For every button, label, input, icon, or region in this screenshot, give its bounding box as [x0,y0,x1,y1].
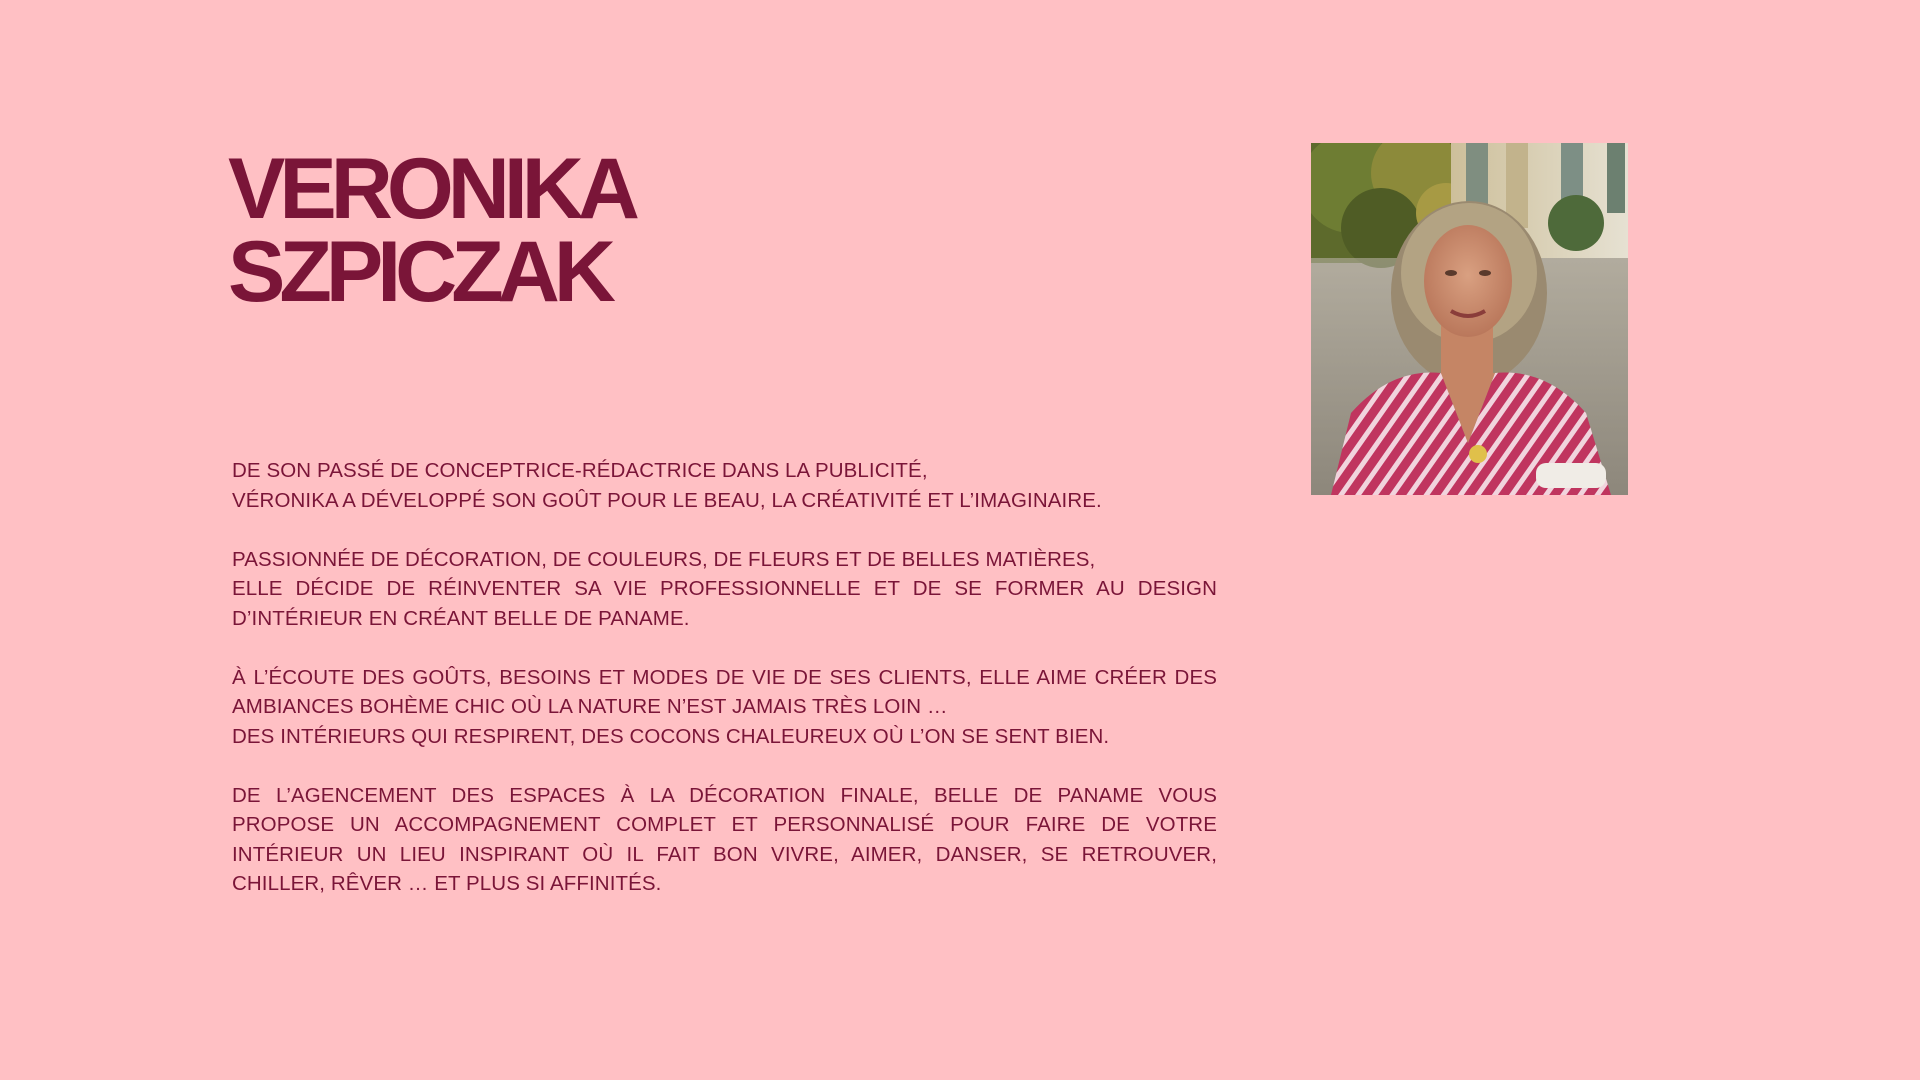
bio-line: DES INTÉRIEURS QUI RESPIRENT, DES COCONS CHALEUREUX OÙ L’ON SE SENT BIEN. [232,724,1110,748]
page-title [228,141,634,320]
bio-paragraph [232,781,1217,899]
bio-paragraph [232,545,1217,634]
bio-text [232,456,1217,899]
title-last-name: SZPICZAK [228,224,610,320]
title-first-name: VERONIKA [228,141,634,237]
bio-paragraph [232,456,1217,515]
bio-line: À L’ÉCOUTE DES GOÛTS, BESOINS ET MODES DE VIE DE SES CLIENTS, ELLE AIME CRÉER DES AMBIANCES BOHÈME CHIC OÙ LA NATURE N’EST JAMAIS TRÈS LOIN … [232,665,1217,718]
bio-line: DE SON PASSÉ DE CONCEPTRICE-RÉDACTRICE DANS LA PUBLICITÉ, [232,459,928,482]
bio-paragraph [232,663,1217,752]
bio-line: PASSIONNÉE DE DÉCORATION, DE COULEURS, DE FLEURS ET DE BELLES MATIÈRES, [232,547,1096,571]
portrait-photo [1311,143,1628,495]
bio-line: ELLE DÉCIDE DE RÉINVENTER SA VIE PROFESSIONNELLE ET DE SE FORMER AU DESIGN D’INTÉRIEUR EN CRÉANT BELLE DE PANAME. [232,577,1217,630]
bio-line: VÉRONIKA A DÉVELOPPÉ SON GOÛT POUR LE BEAU, LA CRÉATIVITÉ ET L’IMAGINAIRE. [232,488,1102,512]
bio-line: DE L’AGENCEMENT DES ESPACES À LA DÉCORATION FINALE, BELLE DE PANAME VOUS PROPOSE UN ACCOMPAGNEMENT COMPLET ET PERSONNALISÉ POUR FAIRE DE VOTRE INTÉRIEUR UN LIEU INSPIRANT OÙ IL FAIT BON VIVRE, AIMER, DANSER, SE RETROUVER, CHILLER, RÊVER … ET PLUS SI AFFINITÉS. [232,783,1217,895]
